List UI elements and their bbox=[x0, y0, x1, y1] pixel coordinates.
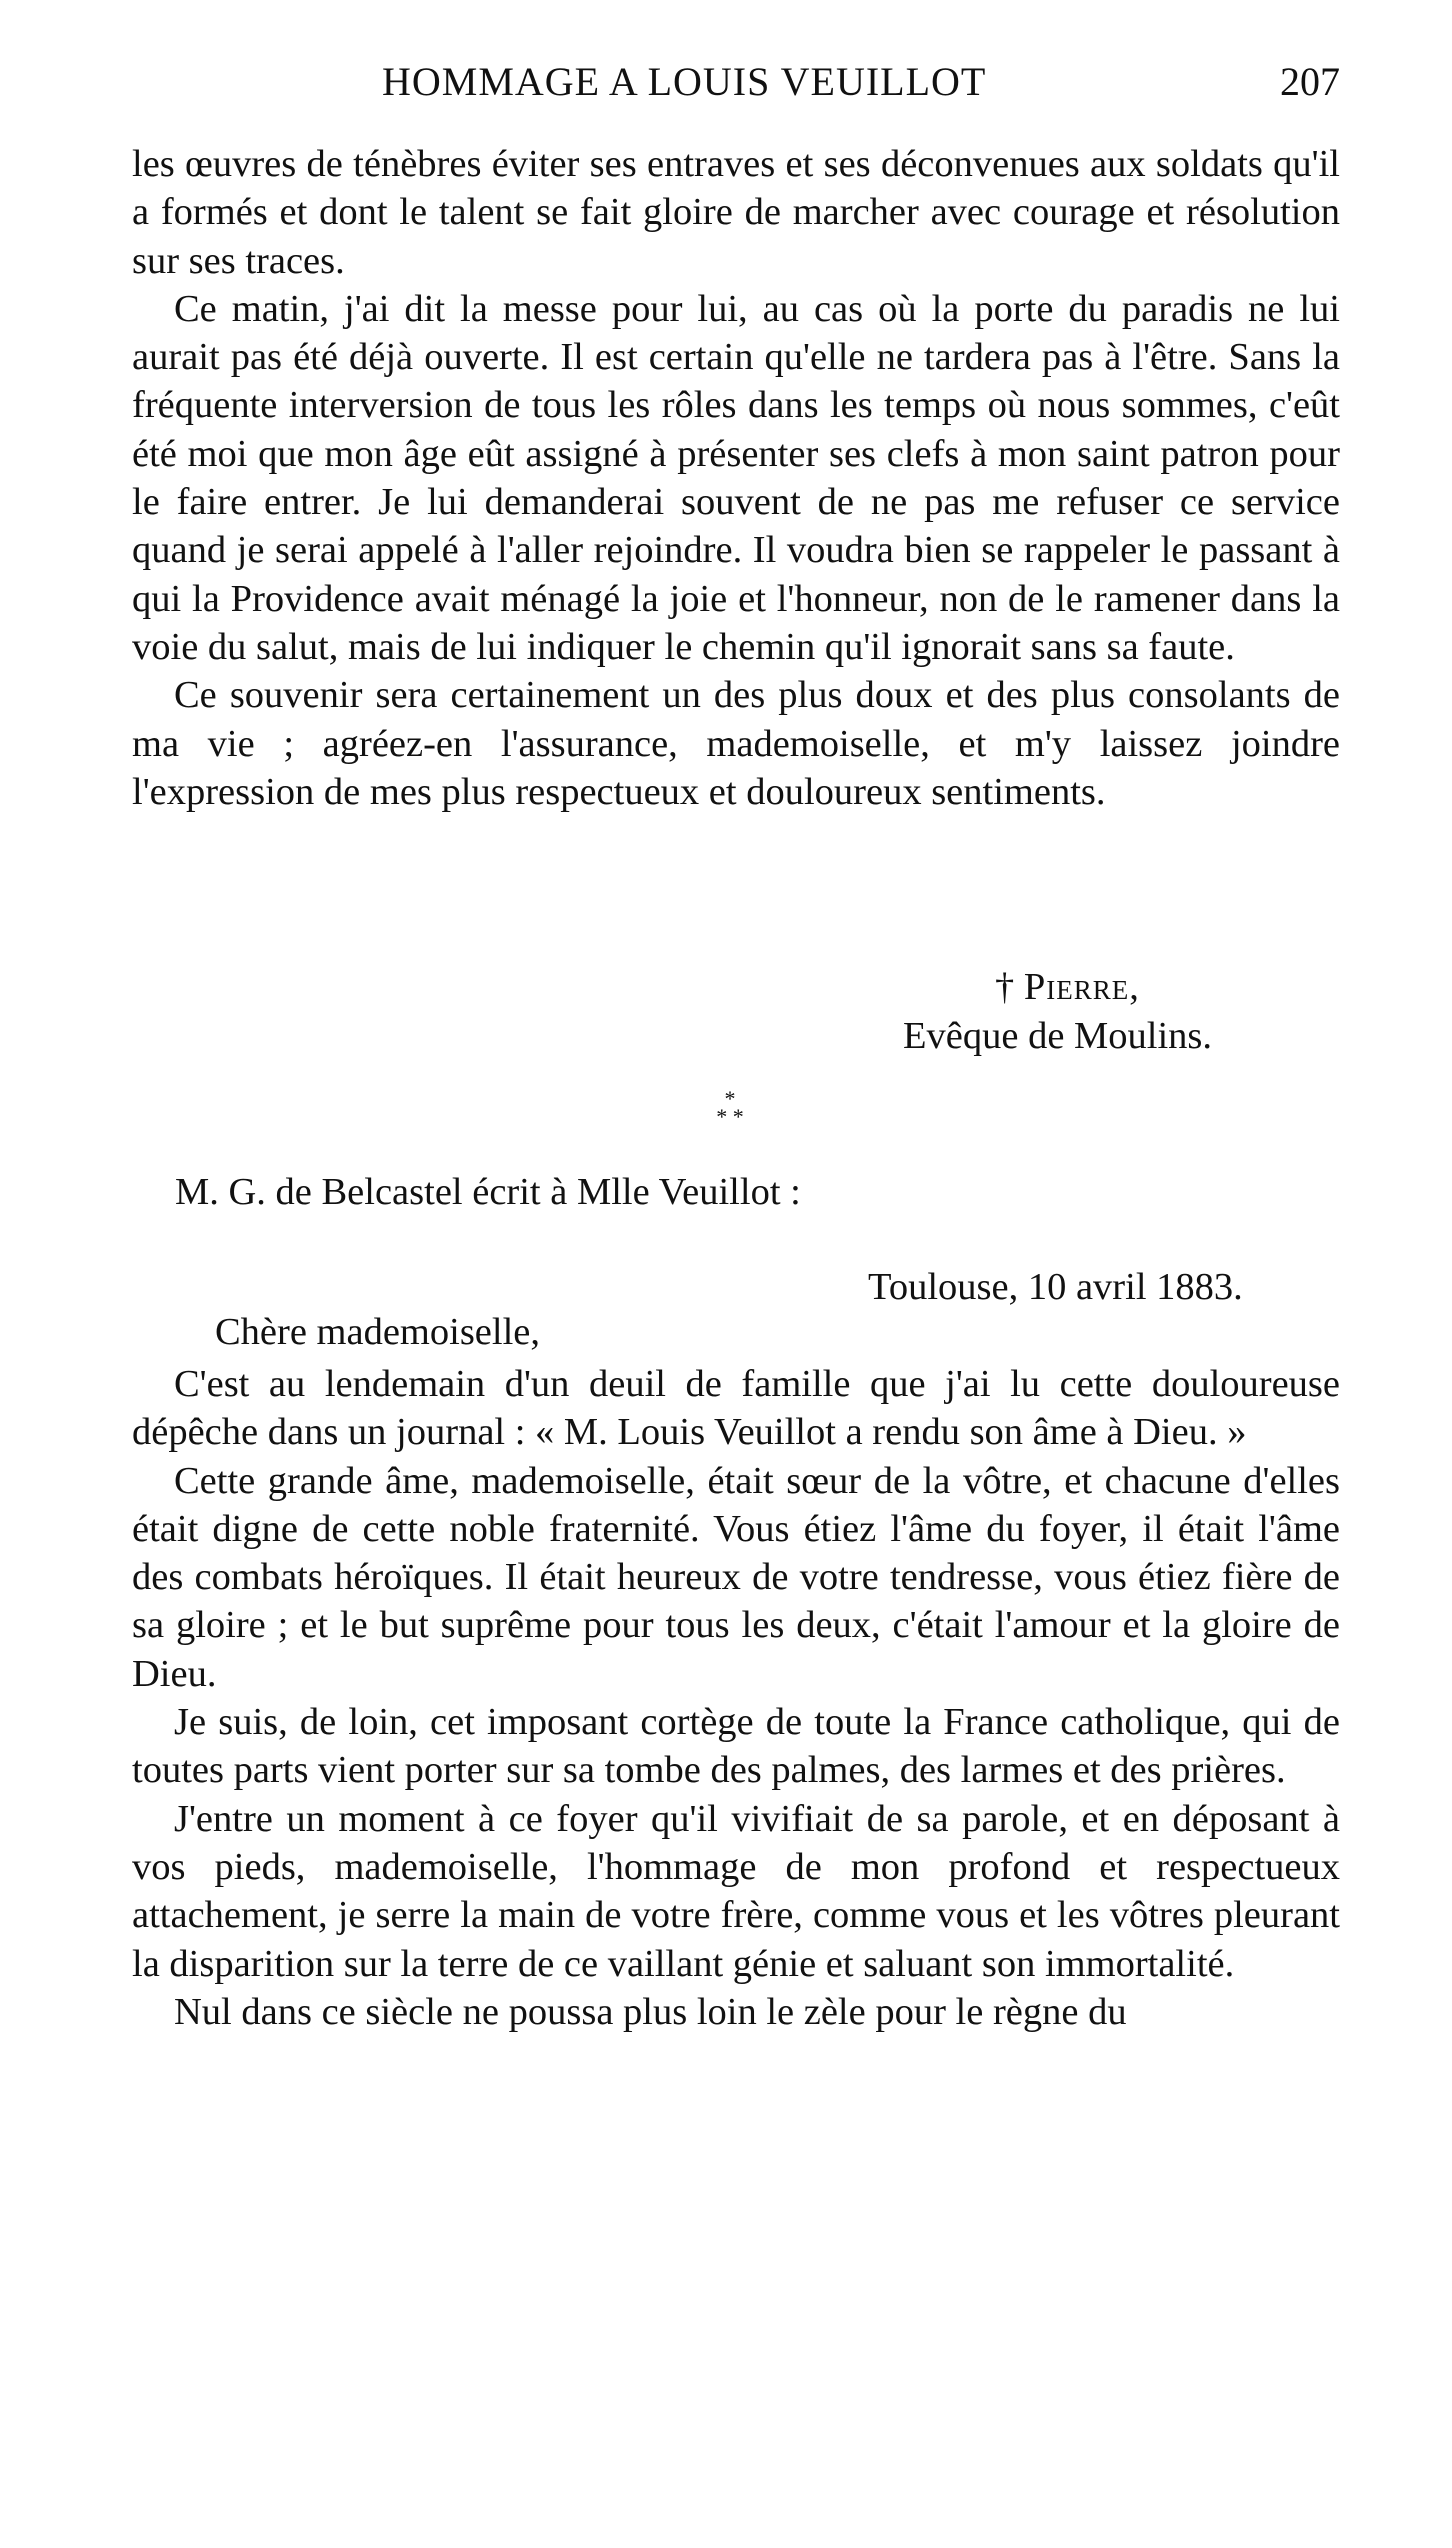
letter-dateline: Toulouse, 10 avril 1883. bbox=[868, 1266, 1243, 1308]
header-title: HOMMAGE A LOUIS VEUILLOT bbox=[382, 59, 987, 104]
letter-salutation: Chère mademoiselle, bbox=[215, 1311, 540, 1353]
paragraph: J'entre un moment à ce foyer qu'il vivifiait de sa parole, et en déposant à vos pieds, mademoiselle, l'hommage de mon profond et respectueux attachement, je serre la main de votre frère, comme vous et les vôtres pleurant la disparition sur la terre de ce vaillant génie et saluant son immortalité. bbox=[132, 1797, 1340, 1985]
running-header bbox=[132, 58, 1340, 108]
paragraph: Ce souvenir sera certainement un des plus doux et des plus consolants de ma vie ; agréez-en l'assurance, mademoiselle, et m'y laissez joindre l'expression de mes plus respectueux et douloureux sentiments. bbox=[132, 674, 1340, 813]
signature-name-text: Pierre, bbox=[1023, 966, 1140, 1008]
asterism-bottom: * * bbox=[716, 1104, 744, 1129]
cross-symbol: † bbox=[995, 966, 1015, 1008]
letter-bishop-body bbox=[132, 140, 1340, 816]
asterism-top: * bbox=[724, 1086, 736, 1111]
section-asterism bbox=[700, 1086, 760, 1140]
signature-title: Evêque de Moulins. bbox=[903, 1015, 1213, 1057]
paragraph: Cette grande âme, mademoiselle, était sœur de la vôtre, et chacune d'elles était digne de cette noble fraternité. Vous étiez l'âme du foyer, il était l'âme des combats héroïques. Il était heureux de votre tendresse, vous étiez fière de sa gloire ; et le but suprême pour tous les deux, c'était l'amour et la gloire de Dieu. bbox=[132, 1459, 1340, 1695]
paragraph: Nul dans ce siècle ne poussa plus loin le zèle pour le règne du bbox=[174, 1990, 1127, 2033]
paragraph: C'est au lendemain d'un deuil de famille que j'ai lu cette douloureuse dépêche dans un journal : « M. Louis Veuillot a rendu son âme à Dieu. » bbox=[132, 1363, 1340, 1454]
signature-name bbox=[995, 965, 1140, 1009]
page-number: 207 bbox=[1280, 59, 1340, 104]
paragraph: Ce matin, j'ai dit la messe pour lui, au cas où la porte du paradis ne lui aurait pas été déjà ouverte. Il est certain qu'elle ne tardera pas à l'être. Sans la fréquente interversion de tous les rôles dans les temps où nous sommes, c'eût été moi que mon âge eût assigné à présenter ses clefs à mon saint patron pour le faire entrer. Je lui demanderai souvent de ne pas me refuser ce service quand je serai appelé à l'aller rejoindre. Il voudra bien se rappeler le passant à qui la Providence avait ménagé la joie et l'honneur, non de le ramener dans la voie du salut, mais de lui indiquer le chemin qu'il ignorait sans sa faute. bbox=[132, 287, 1340, 668]
letter-intro: M. G. de Belcastel écrit à Mlle Veuillot : bbox=[175, 1171, 801, 1213]
letter-belcastel-body bbox=[132, 1360, 1340, 2036]
paragraph: Je suis, de loin, cet imposant cortège de toute la France catholique, qui de toutes parts vient porter sur sa tombe des palmes, des larmes et des prières. bbox=[132, 1701, 1340, 1792]
paragraph: les œuvres de ténèbres éviter ses entraves et ses déconvenues aux soldats qu'il a formés et dont le talent se fait gloire de marcher avec courage et résolution sur ses traces. bbox=[132, 143, 1340, 282]
